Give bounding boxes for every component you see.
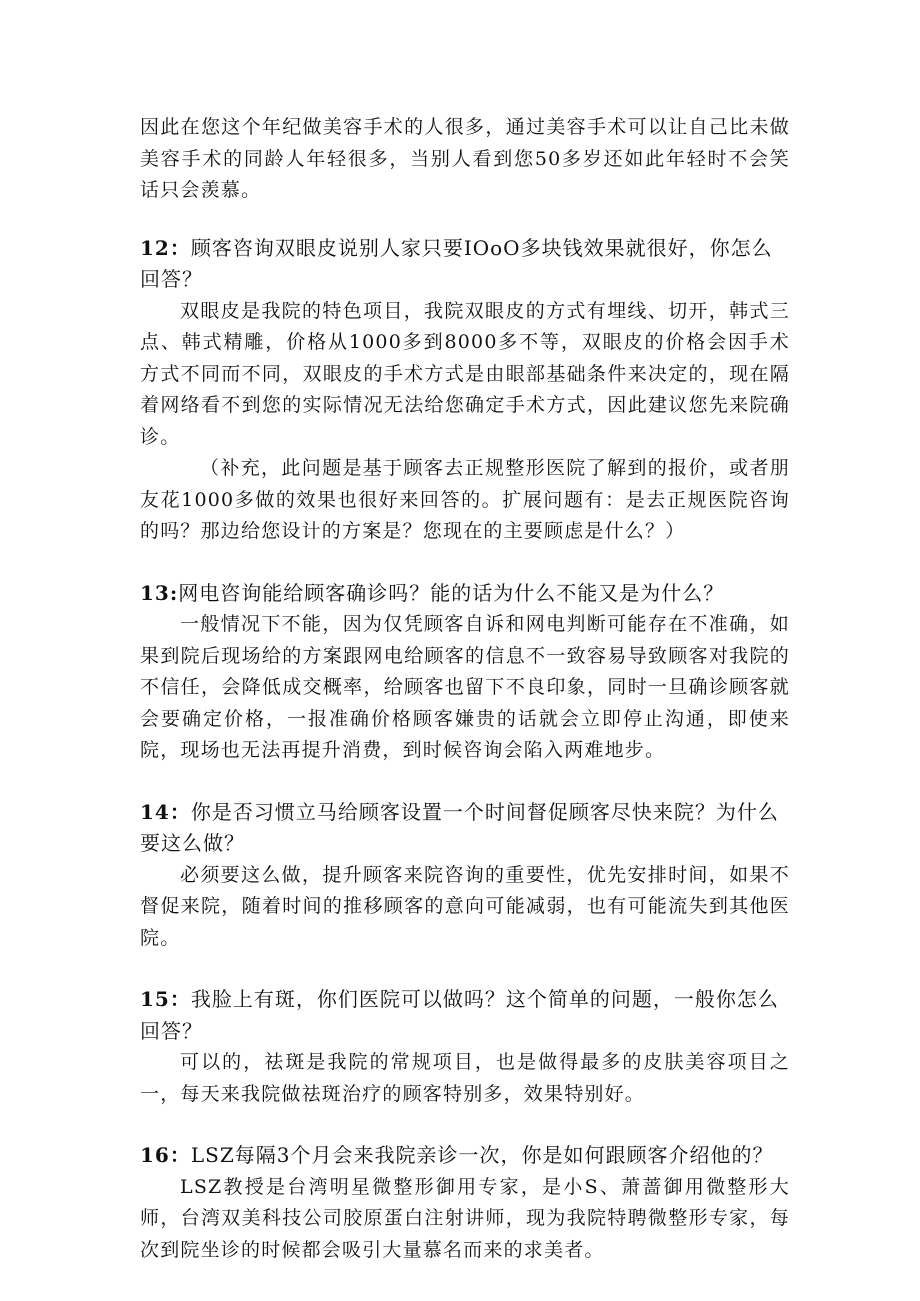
question-text: 我脸上有斑，你们医院可以做吗？这个简单的问题，一般你怎么回答？ <box>140 987 779 1043</box>
intro-paragraph: 因此在您这个年纪做美容手术的人很多，通过美容手术可以让自己比未做美容手术的同龄人年轻很多，当别人看到您50多岁还如此年轻时不会笑话只会羡慕。 <box>140 116 790 201</box>
question-number: 15： <box>140 987 191 1011</box>
question-number: 13: <box>140 580 179 605</box>
question-number: 14： <box>140 799 191 824</box>
question-heading <box>140 984 790 1047</box>
qa-item-13 <box>140 578 790 767</box>
question-heading <box>140 1140 790 1172</box>
question-text: 顾客咨询双眼皮说别人家只要IOoO多块钱效果就很好，你怎么回答？ <box>140 235 773 291</box>
answer-paragraph: 必须要这么做，提升顾客来院咨询的重要性，优先安排时间，如果不督促来院，随着时间的推移顾客的意向可能减弱，也有可能流失到其他医院。 <box>140 863 790 949</box>
answer-paragraph: 一般情况下不能，因为仅凭顾客自诉和网电判断可能存在不准确，如果到院后现场给的方案跟网电给顾客的信息不一致容易导致顾客对我院的不信任，会降低成交概率，给顾客也留下不良印象，同时一旦确诊顾客就会要确定价格，一报准确价格顾客嫌贵的话就会立即停止沟通，即使来院，现场也无法再提升消费，到时候咨询会陷入两难地步。 <box>140 613 790 761</box>
answer-paragraph: 可以的，祛斑是我院的常规项目，也是做得最多的皮肤美容项目之一，每天来我院做祛斑治疗的顾客特别多，效果特别好。 <box>140 1051 790 1105</box>
question-heading <box>140 797 790 860</box>
question-heading <box>140 233 790 296</box>
qa-item-14 <box>140 797 790 955</box>
qa-item-16 <box>140 1140 790 1266</box>
question-number: 12： <box>140 235 191 260</box>
answer-paragraph: 双眼皮是我院的特色项目，我院双眼皮的方式有埋线、切开，韩式三点、韩式精雕，价格从1000多到8000多不等，双眼皮的价格会因手术方式不同而不同，双眼皮的手术方式是由眼部基础条件来决定的，现在隔着网络看不到您的实际情况无法给您确定手术方式，因此建议您先来院确诊。 <box>140 299 790 448</box>
question-number: 16： <box>140 1143 191 1167</box>
question-text: 网电咨询能给顾客确诊吗？能的话为什么不能又是为什么？ <box>178 580 725 605</box>
question-heading <box>140 578 790 610</box>
question-text: LSZ每隔3个月会来我院亲诊一次，你是如何跟顾客介绍他的？ <box>190 1143 774 1167</box>
qa-item-12 <box>140 233 790 548</box>
document-page <box>140 112 790 1296</box>
answer-paragraph: LSZ教授是台湾明星微整形御用专家，是小S、萧蔷御用微整形大师，台湾双美科技公司胶原蛋白注射讲师，现为我院特聘微整形专家，每次到院坐诊的时候都会吸引大量慕名而来的求美者。 <box>140 1175 790 1261</box>
qa-item-15 <box>140 984 790 1110</box>
question-text: 你是否习惯立马给顾客设置一个时间督促顾客尽快来院？为什么要这么做？ <box>140 799 779 855</box>
supplement-paragraph: （补充，此问题是基于顾客去正规整形医院了解到的报价，或者朋友花1000多做的效果也很好来回答的。扩展问题有：是去正规医院咨询的吗？那边给您设计的方案是？您现在的主要顾虑是什么？） <box>140 457 790 542</box>
